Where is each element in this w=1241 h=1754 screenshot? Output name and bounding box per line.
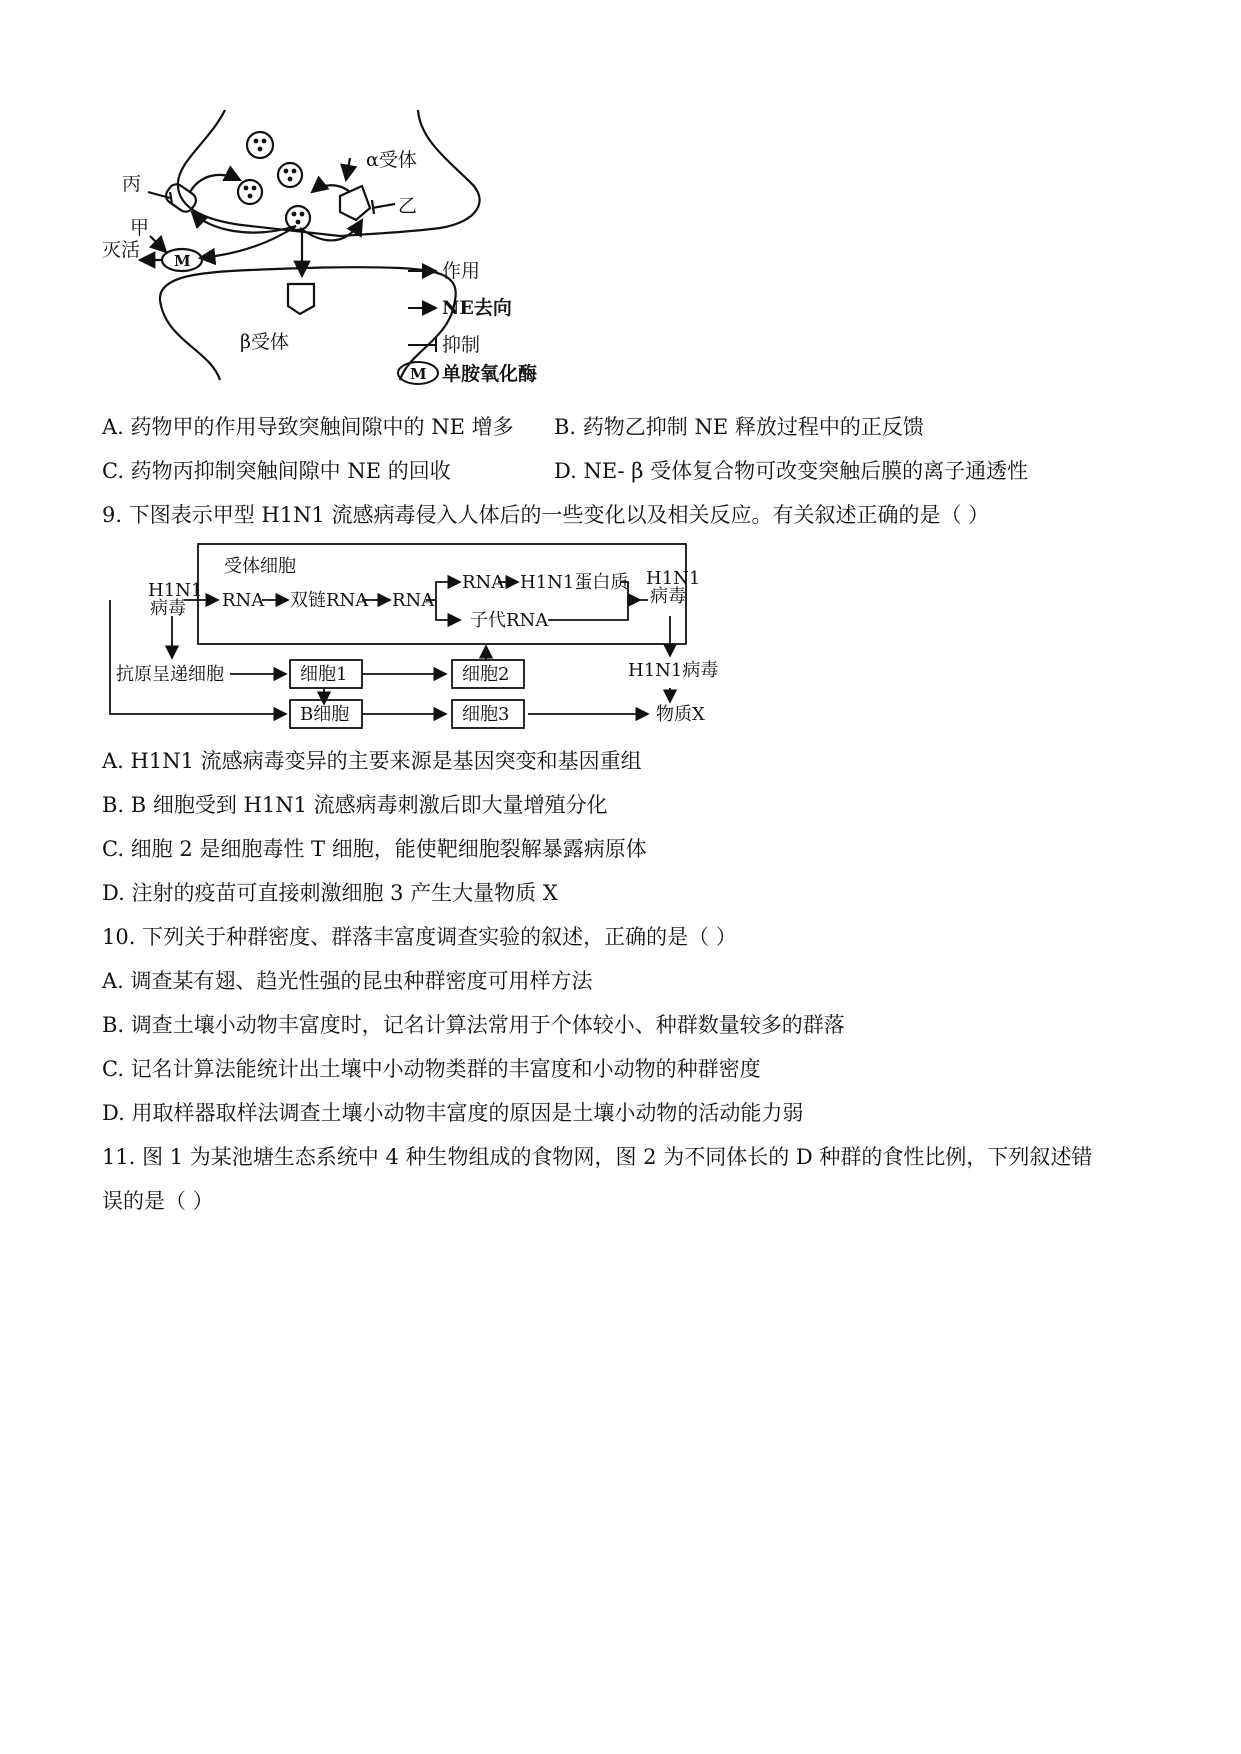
q10-option-a: A. 调查某有翅、趋光性强的昆虫种群密度可用样方法 [102,969,593,993]
rna2-label: RNA [392,590,435,611]
q8-option-a: A. 药物甲的作用导致突触间隙中的 NE 增多 [102,415,514,439]
q8-option-c: C. 药物丙抑制突触间隙中 NE 的回收 [102,459,451,483]
q9-stem: 9. 下图表示甲型 H1N1 流感病毒侵入人体后的一些变化以及相关反应。有关叙述正确的是（ ） [102,503,990,527]
virus-label-a: 病毒 [150,598,186,619]
mao-symbol: M [174,252,191,270]
q10-option-b: B. 调查土壤小动物丰富度时，记名计算法常用于个体较小、种群数量较多的群落 [102,1013,845,1037]
legend-inhibit: 抑制 [442,334,481,356]
miehuo-label: 灭活 [102,239,141,261]
virus-label-b: 病毒 [650,586,686,607]
child-rna-label: 子代RNA [470,610,549,631]
synapse-figure [100,100,620,440]
h1n1-label-a: H1N1 [148,580,203,601]
h1n1-flowchart [100,538,720,738]
q9-option-d: D. 注射的疫苗可直接刺激细胞 3 产生大量物质 X [102,881,558,905]
h1n1-virus-label: H1N1病毒 [628,660,719,681]
protein-label: H1N1蛋白质 [520,572,629,593]
yi-label: 乙 [398,195,418,217]
legend [398,260,537,385]
cell2-label: 细胞2 [462,664,510,685]
q10-stem: 10. 下列关于种群密度、群落丰富度调查实验的叙述，正确的是（ ） [102,925,737,949]
legend-ne-direction: NE去向 [442,297,512,319]
cell1-label: 细胞1 [300,664,348,685]
q10-option-d: D. 用取样器取样法调查土壤小动物丰富度的原因是土壤小动物的活动能力弱 [102,1101,804,1125]
alpha-receptor-label: α受体 [366,149,417,171]
rna3-label: RNA [462,572,505,593]
bing-label: 丙 [122,173,142,195]
q9-option-a: A. H1N1 流感病毒变异的主要来源是基因突变和基因重组 [102,749,642,773]
q9-option-c: C. 细胞 2 是细胞毒性 T 细胞，能使靶细胞裂解暴露病原体 [102,837,647,861]
legend-mao-symbol: M [410,365,427,383]
q11-stem-line1: 11. 图 1 为某池塘生态系统中 4 种生物组成的食物网，图 2 为不同体长的 D 种群的食性比例，下列叙述错 [102,1145,1093,1169]
beta-receptor [288,284,314,314]
cell3-label: 细胞3 [462,704,510,725]
legend-action: 作用 [442,260,481,282]
apc-label: 抗原呈递细胞 [116,664,224,685]
q8-option-b: B. 药物乙抑制 NE 释放过程中的正反馈 [554,415,924,439]
legend-mao: 单胺氧化酶 [442,363,538,385]
presynaptic-membrane [178,110,480,236]
q10-option-c: C. 记名计算法能统计出土壤中小动物类群的丰富度和小动物的种群密度 [102,1057,761,1081]
h1n1-label-b: H1N1 [646,568,701,589]
rna1-label: RNA [222,590,265,611]
alpha-receptor [340,186,370,220]
q8-option-d: D. NE- β 受体复合物可改变突触后膜的离子通透性 [554,459,1029,483]
q11-stem-line2: 误的是（ ） [102,1189,214,1213]
q9-option-b: B. B 细胞受到 H1N1 流感病毒刺激后即大量增殖分化 [102,793,608,817]
b-cell-label: B细胞 [300,704,350,725]
beta-receptor-label: β受体 [240,331,289,353]
substance-x-label: 物质X [656,704,705,725]
dsrna-label: 双链RNA [290,590,369,611]
receptor-cell-label: 受体细胞 [224,556,296,577]
jia-label: 甲 [130,217,150,239]
